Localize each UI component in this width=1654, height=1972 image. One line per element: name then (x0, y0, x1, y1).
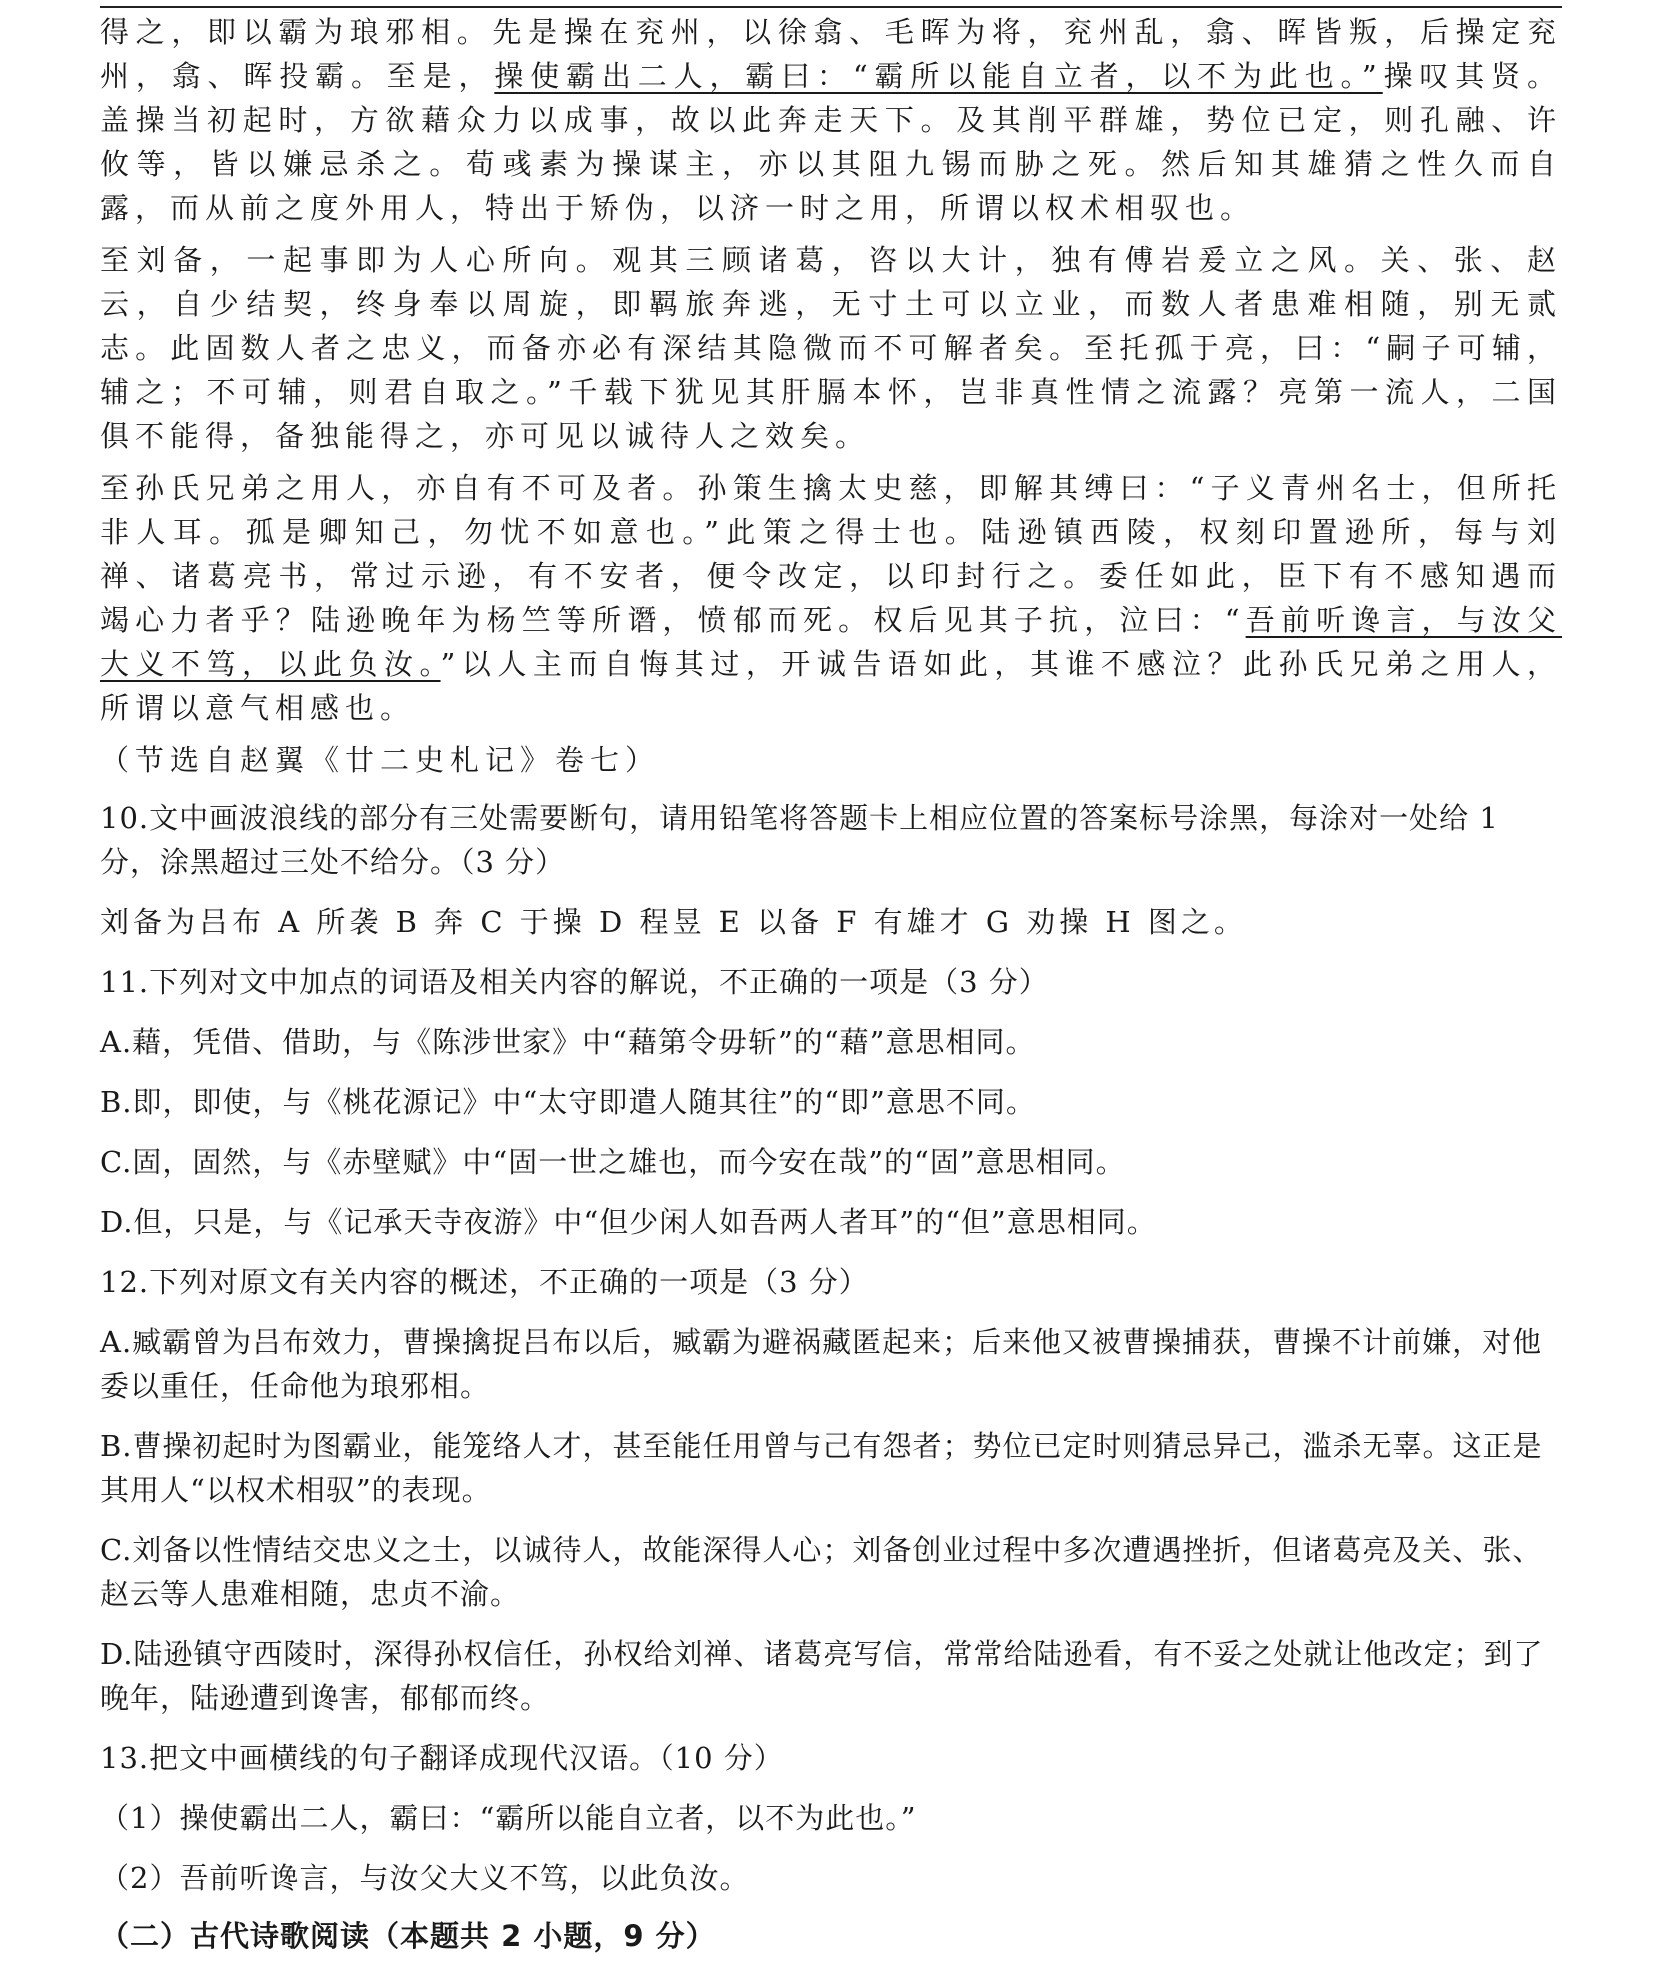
question-10: 10.文中画波浪线的部分有三处需要断句，请用铅笔将答题卡上相应位置的答案标号涂黑，每涂对一处给 1 分，涂黑超过三处不给分。（3 分） (100, 801, 1499, 879)
exam-page (100, 6, 1562, 1956)
underlined-sentence-1: 操使霸出二人，霸曰：“霸所以能自立者，以不为此也。” (494, 59, 1383, 93)
question-11-option-a: A.藉，凭借、借助，与《陈涉世家》中“藉第令毋斩”的“藉”意思相同。 (100, 1025, 1036, 1059)
question-13-sentence-1: （1）操使霸出二人，霸曰：“霸所以能自立者，以不为此也。” (100, 1801, 917, 1835)
passage-text: ”以人主而自悔其过，开诚告语如此，其谁不感泣？此孙氏兄弟之用人，所谓以意气相感也。 (100, 647, 1562, 725)
passage-text: 操叹其贤。盖操当初起时，方欲藉众力以成事，故以此奔走天下。及其削平群雄，势位已定，则孔融、许攸等，皆以嫌忌杀之。荀彧素为操谋主，亦以其阻九锡而胁之死。然后知其雄猜之性久而自露，而从前之度外用人，特出于矫伪，以济一时之用，所谓以权术相驭也。 (100, 59, 1562, 225)
passage-text: 得之，即以霸为琅邪相。先是操在兖州，以徐翕、毛晖为将，兖州乱，翕、晖皆叛，后操定兖州，翕、晖投霸。至是， (100, 15, 1562, 93)
section-heading: （二）古代诗歌阅读（本题共 2 小题，9 分） (100, 1919, 716, 1953)
question-12: 12.下列对原文有关内容的概述，不正确的一项是（3 分） (100, 1265, 869, 1299)
question-10-breaks: 刘备为吕布 A 所袭 B 奔 C 于操 D 程昱 E 以备 F 有雄才 G 劝操 H 图之。 (100, 905, 1247, 939)
passage-paragraph-3 (100, 466, 1562, 730)
question-13-sentence-2: （2）吾前听谗言，与汝父大义不笃，以此负汝。 (100, 1861, 750, 1895)
question-12-option-c: C.刘备以性情结交忠义之士，以诚待人，故能深得人心；刘备创业过程中多次遭遇挫折，但诸葛亮及关、张、赵云等人患难相随，忠贞不渝。 (100, 1533, 1543, 1611)
passage-paragraph-1 (100, 10, 1562, 230)
passage-source: （节选自赵翼《廿二史札记》卷七） (100, 743, 661, 777)
passage-paragraph-2: 至刘备，一起事即为人心所向。观其三顾诸葛，咨以大计，独有傅岩爰立之风。关、张、赵云，自少结契，终身奉以周旋，即羁旅奔逃，无寸土可以立业，而数人者患难相随，别无贰志。此固数人者之忠义，而备亦必有深结其隐微而不可解者矣。至托孤于亮，曰：“嗣子可辅，辅之；不可辅，则君自取之。”千载下犹见其肝膈本怀，岂非真性情之流露？亮第一流人，二国俱不能得，备独能得之，亦可见以诚待人之效矣。 (100, 243, 1562, 453)
question-12-option-b: B.曹操初起时为图霸业，能笼络人才，甚至能任用曾与己有怨者；势位已定时则猜忌异己，滥杀无辜。这正是其用人“以权术相驭”的表现。 (100, 1429, 1543, 1507)
question-13: 13.把文中画横线的句子翻译成现代汉语。（10 分） (100, 1741, 784, 1775)
question-12-option-a: A.臧霸曾为吕布效力，曹操擒捉吕布以后，臧霸为避祸藏匿起来；后来他又被曹操捕获，曹操不计前嫌，对他委以重任，任命他为琅邪相。 (100, 1325, 1543, 1403)
question-12-option-d: D.陆逊镇守西陵时，深得孙权信任，孙权给刘禅、诸葛亮写信，常常给陆逊看，有不妥之处就让他改定；到了晚年，陆逊遭到谗害，郁郁而终。 (100, 1637, 1544, 1715)
question-11-option-b: B.即，即使，与《桃花源记》中“太守即遣人随其往”的“即”意思不同。 (100, 1085, 1036, 1119)
passage-text: 至孙氏兄弟之用人，亦自有不可及者。孙策生擒太史慈，即解其缚曰：“子义青州名士，但所托非人耳。孤是卿知己，勿忧不如意也。”此策之得士也。陆逊镇西陵，权刻印置逊所，每与刘禅、诸葛亮书，常过示逊，有不安者，便令改定，以印封行之。委任如此，臣下有不感知遇而竭心力者乎？陆逊晚年为杨竺等所谮，愤郁而死。权后见其子抗，泣曰：“ (100, 471, 1562, 637)
question-11-option-c: C.固，固然，与《赤壁赋》中“固一世之雄也，而今安在哉”的“固”意思相同。 (100, 1145, 1126, 1179)
question-11: 11.下列对文中加点的词语及相关内容的解说，不正确的一项是（3 分） (100, 965, 1049, 999)
underlined-sentence-2: 吾前听谗言，与汝父大义不笃，以此负汝。 (100, 603, 1562, 681)
question-11-option-d: D.但，只是，与《记承天寺夜游》中“但少闲人如吾两人者耳”的“但”意思相同。 (100, 1205, 1157, 1239)
